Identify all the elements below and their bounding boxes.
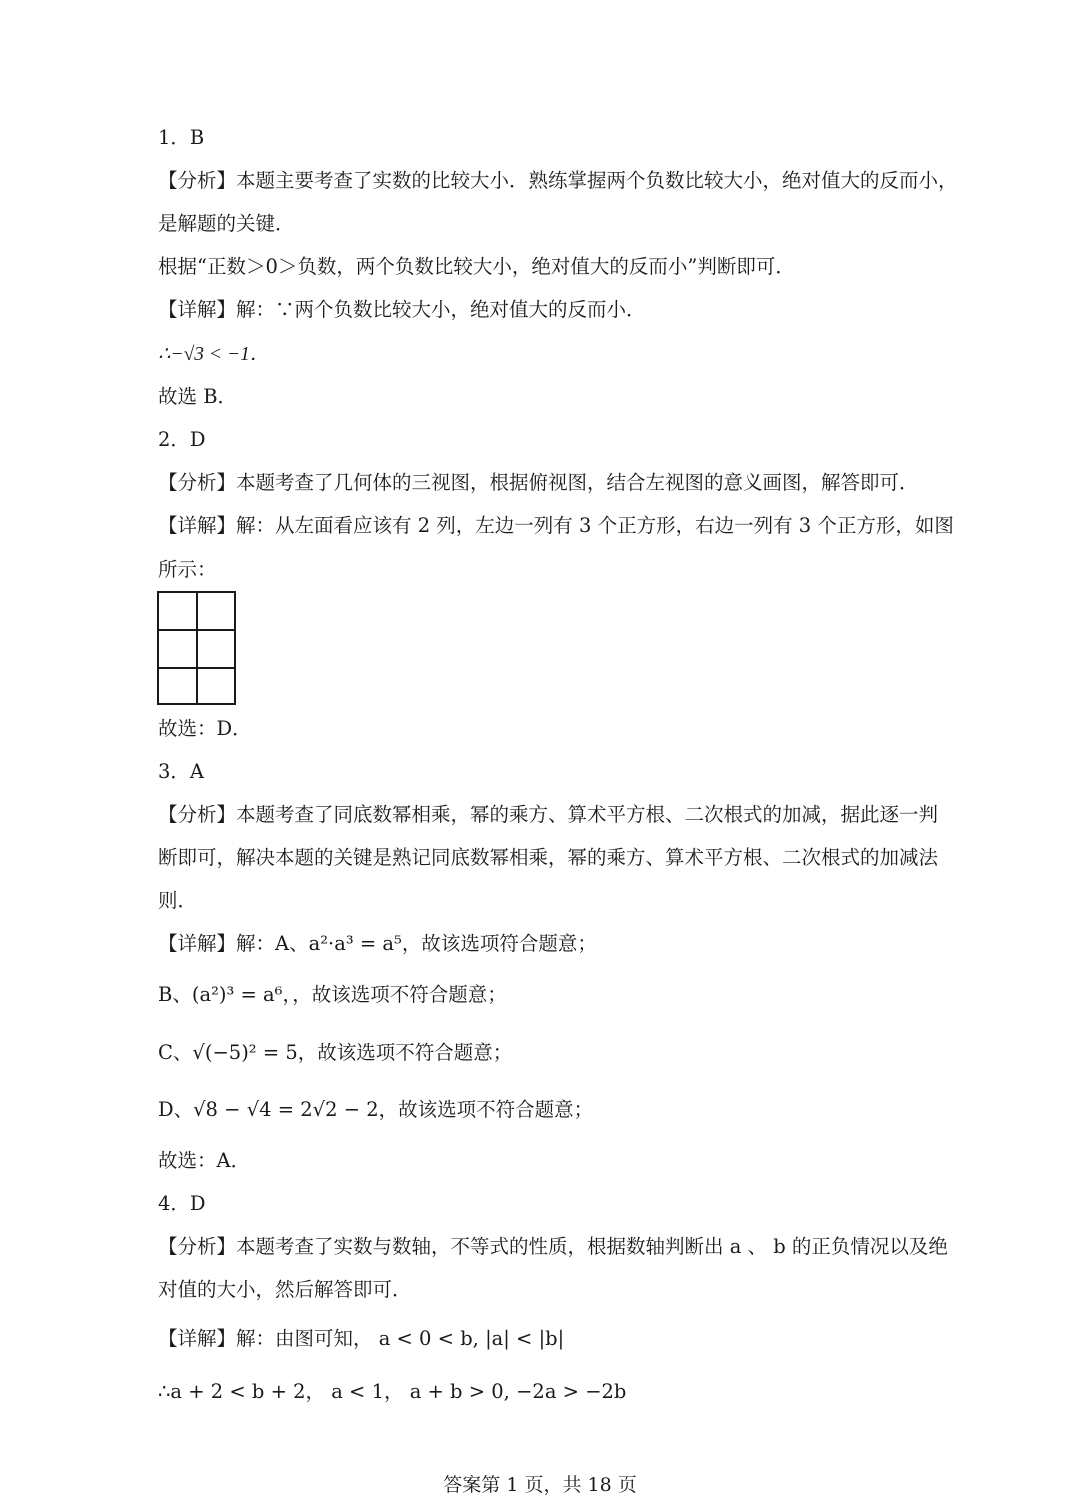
answer-3-analysis-cont: 断即可，解决本题的关键是熟记同底数幂相乘，幂的乘方、算术平方根、二次根式的加减法 bbox=[158, 846, 939, 869]
answer-4-solution: 【详解】解：由图可知， a < 0 < b, |a| < |b| bbox=[158, 1327, 565, 1350]
answer-1-analysis: 【分析】本题主要考查了实数的比较大小．熟练掌握两个负数比较大小，绝对值大的反而小， bbox=[158, 169, 958, 192]
answer-3-option-b: B、(a²)³ = a⁶，，故该选项不符合题意； bbox=[158, 983, 507, 1006]
answer-4-heading: 4．D bbox=[158, 1192, 206, 1215]
answer-1-analysis-cont: 是解题的关键． bbox=[158, 212, 295, 235]
answer-3-analysis-end: 则． bbox=[158, 889, 198, 912]
answer-1-inequality: ∴−√3 < −1． bbox=[158, 344, 270, 365]
grid-cell bbox=[196, 667, 236, 705]
answer-4-conclusion: ∴a + 2 < b + 2， a < 1， a + b > 0, −2a > −2b bbox=[158, 1380, 627, 1403]
answer-1-heading: 1．B bbox=[158, 126, 205, 149]
answer-2-solution-cont: 所示： bbox=[158, 558, 217, 581]
answer-3-choice: 故选：A． bbox=[158, 1149, 251, 1172]
answer-4-analysis-cont: 对值的大小，然后解答即可． bbox=[158, 1278, 412, 1301]
answer-3-analysis: 【分析】本题考查了同底数幂相乘，幂的乘方、算术平方根、二次根式的加减，据此逐一判 bbox=[158, 803, 939, 826]
answer-3-option-c: C、√(−5)² = 5，故该选项不符合题意； bbox=[158, 1041, 513, 1064]
answer-2-analysis: 【分析】本题考查了几何体的三视图，根据俯视图，结合左视图的意义画图，解答即可． bbox=[158, 471, 919, 494]
answer-1-solution: 【详解】解：∵两个负数比较大小，绝对值大的反而小． bbox=[158, 298, 646, 321]
left-view-grid-figure bbox=[157, 591, 236, 705]
grid-cell bbox=[157, 629, 198, 669]
grid-cell bbox=[157, 667, 198, 705]
grid-cell bbox=[157, 591, 198, 631]
answer-3-option-d: D、√8 − √4 = 2√2 − 2，故该选项不符合题意； bbox=[158, 1098, 594, 1121]
answer-2-solution: 【详解】解：从左面看应该有 2 列，左边一列有 3 个正方形，右边一列有 3 个正方形，如图 bbox=[158, 514, 954, 537]
answer-3-heading: 3．A bbox=[158, 760, 204, 783]
answer-4-analysis: 【分析】本题考查了实数与数轴，不等式的性质，根据数轴判断出 a 、 b 的正负情况以及绝 bbox=[158, 1235, 948, 1258]
page-footer: 答案第 1 页，共 18 页 bbox=[443, 1474, 637, 1496]
answer-1-choice: 故选 B． bbox=[158, 385, 238, 408]
grid-cell bbox=[196, 591, 236, 631]
answer-2-choice: 故选：D． bbox=[158, 717, 252, 740]
grid-cell bbox=[196, 629, 236, 669]
answer-2-heading: 2．D bbox=[158, 428, 206, 451]
answer-1-basis: 根据“正数＞0＞负数，两个负数比较大小，绝对值大的反而小”判断即可． bbox=[158, 255, 795, 278]
answer-3-option-a: 【详解】解：A、a²·a³ = a⁵，故该选项符合题意； bbox=[158, 932, 597, 955]
